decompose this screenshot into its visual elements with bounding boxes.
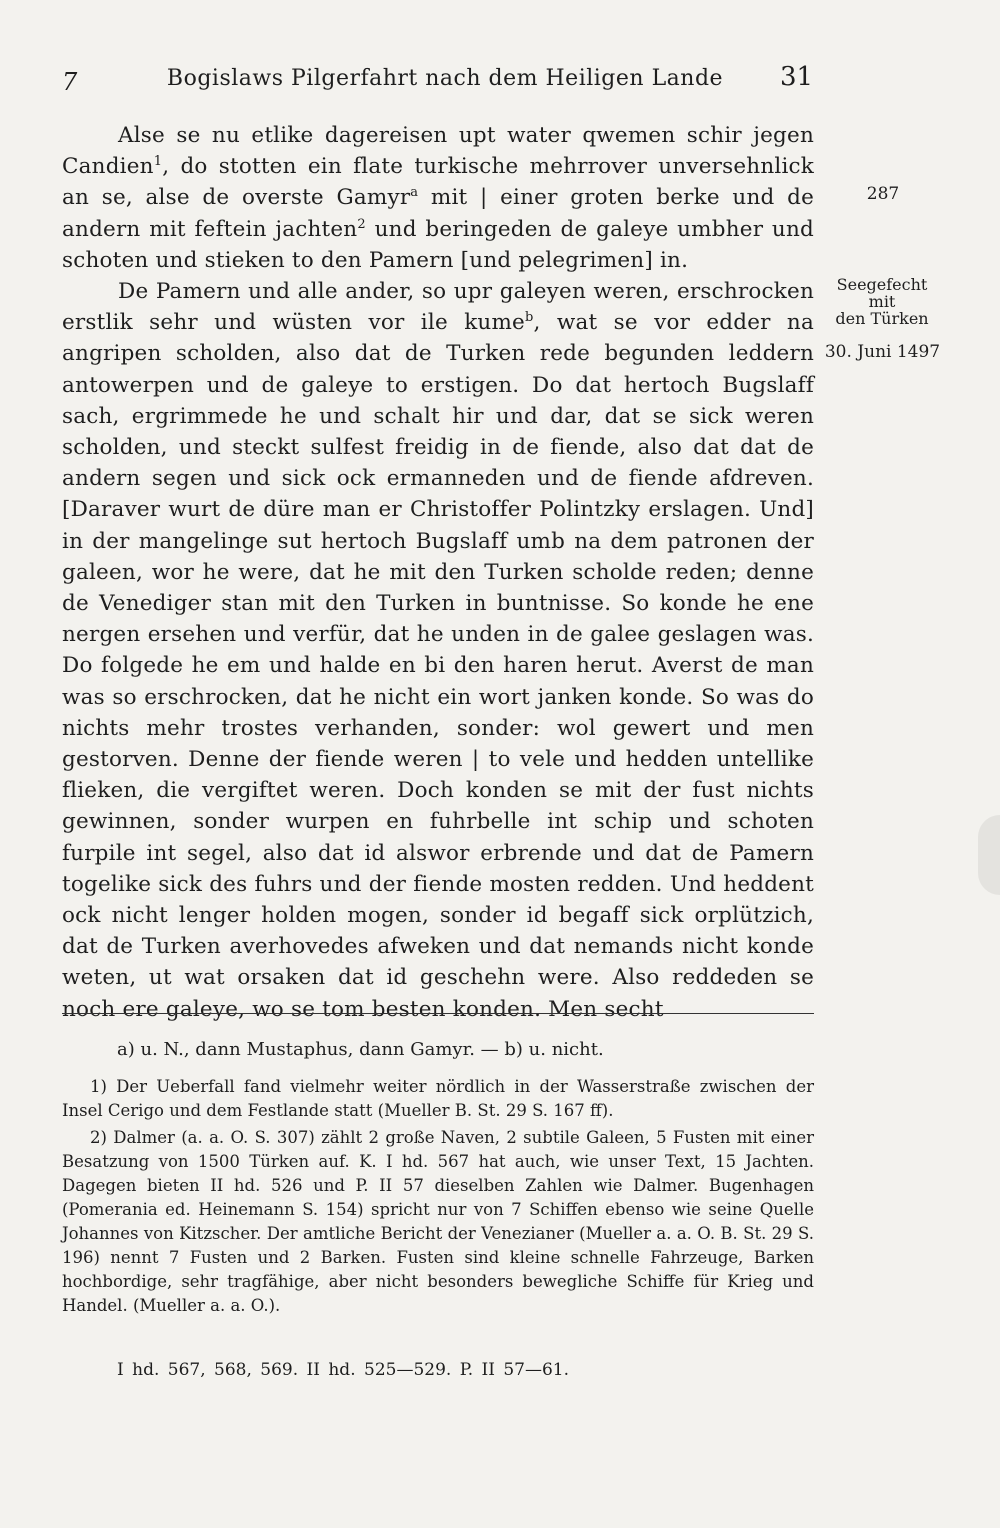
footnote-2: 2) Dalmer (a. a. O. S. 307) zählt 2 große Naven, 2 subtile Galeen, 5 Fusten mit einer Besatzung von 1500 Türken auf. K. I hd. 567 hat auch, wie unser Text, 15 Jachten. Dagegen bieten II hd. 526 und P. II 57 dieselben Zahlen wie Dalmer. Bugenhagen (Pomerania ed. Heinemann S. 154) spricht nur von 7 Schiffen ebenso wie seine Quelle Johannes von Kitzscher. Der amtliche Bericht der Venezianer (Mueller a. a. O. B. St. 29 S. 196) nennt 7 Fusten und 2 Barken. Fusten sind kleine schnelle Fahrzeuge, Barken hochbordige, sehr tragfähige, aber nicht besonders bewegliche Schiffe für Krieg und Handel. (Mueller a. a. O.). — [62, 1128, 814, 1315]
critical-apparatus: a) u. N., dann Mustaphus, dann Gamyr. — b) u. nicht. — [117, 1039, 604, 1060]
margin-heading: Seegefecht mit den Türken — [835, 275, 929, 328]
margin-folio-number: 287 — [866, 184, 900, 204]
footnote-ref-2: 2 — [357, 216, 366, 232]
margin-date: 30. Juni 1497 — [824, 342, 941, 362]
apparatus-ref-b: b — [524, 310, 534, 326]
paragraph-2: De Pamern und alle ander, so upr galeyen weren, erschrocken erstlik sehr und wüsten vor ile kume$^b$, wat se vor edder na angripen scholden, also dat de Turken rede begunden leddern antowerpen und de galeye to erstigen. Do dat hertoch Bugslaff sach, ergrimmede he und schalt hir und dar, dat se sick weren scholden, und steckt sulfest freidig in de fiende, also dat dat de andern segen und sick ock ermanneden und de fiende afdreven. [Daraver wurt de düre man er Christoffer Polintzky erslagen. Und] in der mangelinge sut hertoch Bugslaff umb na dem patronen der galeen, wor he were, dat he mit den Turken scholde reden; denne de Venediger stan mit den Turken in buntnisse. So konde he ene nergen ersehen und verfür, dat he unden in de galee geslagen was. Do folgede he em und halde en bi den haren herut. Averst de man was so erschrocken, dat he nicht ein wort janken konde. So was do nichts mehr trostes verhanden, sonder: wol gewert und men gestorven. Denne der fiende weren | to vele und hedden untellike flieken, die vergiftet weren. Doch konden se mit der fust nichts gewinnen, sonder wurpen en fuhrbelle int schip und schoten furpile int segel, also dat id alswor erbrende und dat de Pamern togelike sick des fuhrs und der fiende mosten redden. Und heddent ock nicht lenger holden mogen, sonder id begaff sick orplützich, dat de Turken averhovedes afweken und dat nemands nicht konde weten, ut wat orsaken dat id geschehn were. Also reddeden se noch ere galeye, wo se tom besten konden. Men secht — [62, 279, 815, 1022]
apparatus-ref-a: a — [410, 185, 419, 201]
signature-mark: 7 — [62, 68, 78, 96]
source-references: I hd. 567, 568, 569. II hd. 525—529. P. II 57—61. — [117, 1360, 570, 1380]
running-title: Bogislaws Pilgerfahrt nach dem Heiligen Lande — [166, 66, 724, 91]
main-text — [62, 120, 814, 1025]
paragraph-1: Alse se nu etlike dagereisen upt water qwemen schir jegen Candien$^1$, do stotten ein flate turkische mehrrover unversehnlick an se, alse de overste Gamyr$^a$ mit | einer groten berke und de andern mit feftein jachten$^2$ und beringeden de galeye umbher und schoten und stieken to den Pamern [und pelegrimen] in. — [62, 123, 814, 273]
page-edge-shadow — [978, 815, 1000, 895]
page-number: 31 — [780, 62, 814, 92]
notes-section — [62, 1037, 814, 1321]
footnote-divider — [62, 1013, 814, 1014]
footnote-ref-1: 1 — [153, 154, 163, 170]
footnote-1: 1) Der Ueberfall fand vielmehr weiter nördlich in der Wasserstraße zwischen der Insel Cerigo und dem Festlande statt (Mueller B. St. 29 S. 167 ff). — [62, 1077, 814, 1120]
